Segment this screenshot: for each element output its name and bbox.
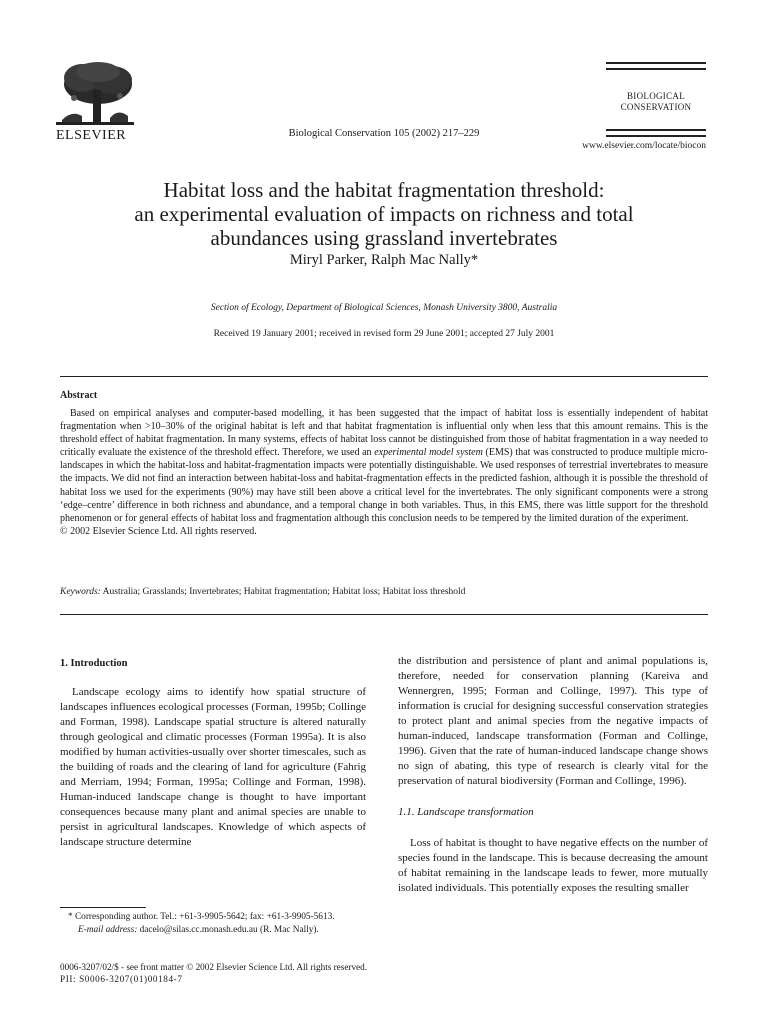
- footnote-email: [60, 924, 366, 937]
- abstract-emphasis: experimental model system: [374, 447, 483, 459]
- right-paragraph-2: Loss of habitat is thought to have negative effects on the number of species found in the landscape. This is because decreasing the amount of habitat remaining in the landscape leads to fewer, more mutually isolated individuals. This potentially exposes the resulting smaller: [398, 837, 708, 894]
- keywords: [60, 587, 465, 597]
- abstract-text-1: Based on empirical analyses and computer-based modelling, it has been suggested that the impact of habitat loss is essentially independent of habitat fragmentation when >10–30% of the original habitat is left and that habitat fragmentation is influential only when less that this amount remains. This is the threshold effect of habitat fragmentation. In many systems, effects of habitat loss cannot be distinguished from those of habitat fragmentation in a way needed to critically evaluate the existence of the threshold effect. Therefore, we used an: [60, 408, 708, 459]
- author-affiliation: Section of Ecology, Department of Biological Sciences, Monash University 3800, Australia: [210, 303, 558, 313]
- abstract-bottom-rule: [60, 614, 708, 615]
- abstract-heading: Abstract: [60, 390, 98, 401]
- pii-line: PII: S0006-3207(01)00184-7: [60, 974, 183, 984]
- brand-line-2: CONSERVATION: [620, 102, 692, 112]
- abstract-text-2: (EMS) that was constructed to produce multiple micro-landscapes in which the habitat-loss and habitat-fragmentation impacts were potentially distinguishable. We used responses of terrestrial invertebrates to measure the impacts. We did not find an interaction between habitat-loss and habitat-fragmentation effects in the predicted fashion, although it is possible the threshold of habitat loss we used for the experiments (90%) may have still been above a critical level for the invertebrates. The only significant components were a strong ‘edge–centre’ difference in both richness and abundance, and a temporal change in both variables. Thus, in this EMS, there was little support for the threshold phenomenon or for general effects of habitat loss and fragmentation although this conclusion needs to be tempered by the limited duration of the experiment.: [60, 447, 708, 524]
- section-heading: 1. Introduction: [60, 658, 128, 669]
- elsevier-tree-logo: [52, 60, 138, 130]
- header-rule-top-2: [606, 68, 706, 70]
- footnote-email-label: E-mail address:: [78, 924, 138, 935]
- title-line-3: abundances using grassland invertebrates: [210, 226, 558, 250]
- received-dates: Received 19 January 2001; received in revised form 29 June 2001; accepted 27 July 2001: [213, 329, 555, 339]
- journal-brand: [606, 91, 706, 113]
- header-rule-top: [606, 62, 706, 64]
- footnote-email-text[interactable]: dacelo@silas.cc.monash.edu.au (R. Mac Nally).: [137, 924, 319, 935]
- journal-citation: Biological Conservation 105 (2002) 217–229: [288, 128, 480, 139]
- section-introduction: [60, 656, 366, 850]
- footnote-corresponding: * Corresponding author. Tel.: +61-3-9905-5642; fax: +61-3-9905-5613.: [68, 912, 335, 922]
- bottom-info: [60, 961, 367, 985]
- title-line-1: Habitat loss and the habitat fragmentation threshold:: [163, 178, 605, 202]
- footnote-rule: [60, 907, 146, 908]
- article-title: [60, 178, 708, 250]
- abstract-copyright: © 2002 Elsevier Science Ltd. All rights reserved.: [60, 525, 257, 537]
- abstract-body: [60, 407, 708, 538]
- publisher-name: ELSEVIER: [56, 128, 127, 143]
- keywords-text: Australia; Grasslands; Invertebrates; Habitat fragmentation; Habitat loss; Habitat loss threshold: [100, 587, 466, 597]
- introduction-paragraph: Landscape ecology aims to identify how spatial structure of landscapes influences ecological processes (Forman, 1995b; Collinge and Forman, 1998). Landscape spatial structure is altered naturally through geological and climatic processes (Forman 1995a). It is also modified by human activities-usually over shorter timescales, such as the building of roads and the clearing of land for agriculture (Fahrig and Merriam, 1994; Forman, 1995a; Collinge and Forman, 1998). Human-induced landscape change is thought to have important consequences because many plant and animal species are unable to persist in agricultural landscapes. Knowledge of which aspects of landscape structure determine: [60, 686, 366, 848]
- keywords-label: Keywords:: [60, 587, 101, 597]
- right-paragraph-1: the distribution and persistence of plant and animal populations is, therefore, needed for conservation planning (Kareiva and Wennergren, 1995; Forman and Collinge, 1997). This type of information is crucial for designing successful conservation strategies to protect plant and animal species from the negative impacts of human-induced, landscape transformation (Forman and Collinge, 1996). Given that the rate of human-induced landscape change shows no sign of abating, this type of research is clearly vital for the preservation of natural biodiversity (Forman and Collinge, 1996).: [398, 655, 708, 787]
- issn-line: 0006-3207/02/$ - see front matter © 2002 Elsevier Science Ltd. All rights reserved.: [60, 962, 368, 972]
- abstract-top-rule: [60, 376, 708, 377]
- footnote: [60, 911, 366, 936]
- right-column: [398, 654, 708, 896]
- header-rule-bottom-2: [606, 135, 706, 137]
- header-rule-bottom: [606, 129, 706, 131]
- article-authors: Miryl Parker, Ralph Mac Nally*: [289, 252, 479, 268]
- journal-url[interactable]: www.elsevier.com/locate/biocon: [582, 141, 706, 151]
- brand-line-1: BIOLOGICAL: [627, 91, 685, 101]
- title-line-2: an experimental evaluation of impacts on richness and total: [134, 202, 634, 226]
- subsection-heading: 1.1. Landscape transformation: [398, 806, 534, 818]
